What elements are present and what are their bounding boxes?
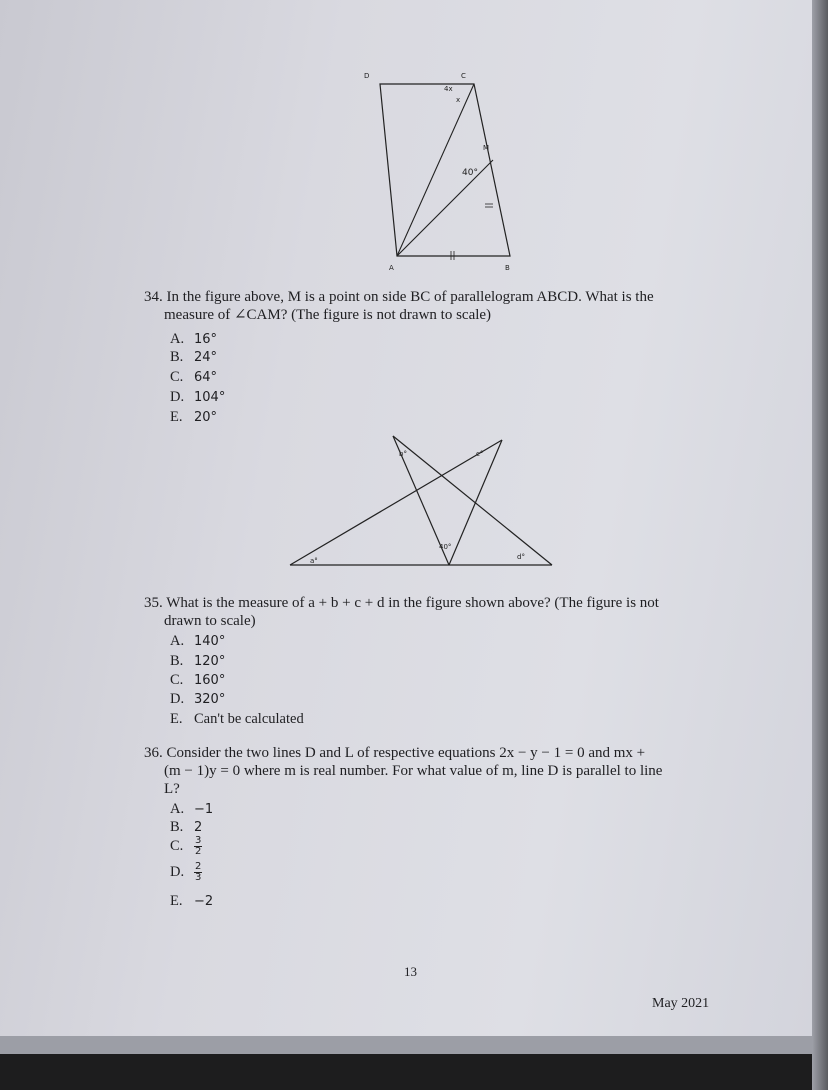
option-value: 24° [194, 350, 218, 365]
option-letter: D. [170, 863, 185, 880]
option-value: 120° [194, 654, 226, 669]
question-34-number: 34. [144, 289, 163, 305]
q34-option-c[interactable] [170, 368, 217, 387]
fraction-denominator: 2 [195, 846, 202, 857]
angle-x-label: x [456, 96, 461, 104]
option-value: −1 [194, 802, 214, 817]
option-letter: D. [170, 389, 185, 405]
question-36-line1: Consider the two lines D and L of respective equations 2x − y − 1 = 0 and mx + [166, 745, 646, 761]
option-value: −2 [194, 894, 214, 909]
screen-edge [812, 0, 828, 1090]
q35-option-a[interactable] [170, 632, 225, 651]
option-letter: D. [170, 691, 185, 707]
fraction-numerator: 3 [195, 835, 202, 846]
question-36-number: 36. [144, 745, 163, 761]
q36-option-a[interactable] [170, 800, 213, 819]
q34-option-b[interactable] [170, 348, 217, 367]
question-34-line2: measure of ∠CAM? (The figure is not drawn to scale) [164, 307, 492, 323]
option-letter: B. [170, 819, 184, 835]
option-value: 320° [194, 692, 226, 707]
question-35-number: 35. [144, 595, 163, 611]
option-letter: E. [170, 711, 183, 727]
angle-40-label: 40° [462, 168, 478, 178]
q36-option-d[interactable] [170, 862, 202, 883]
question-35-line1: What is the measure of a + b + c + d in the figure shown above? (The figure is not [166, 595, 659, 611]
question-35 [144, 594, 659, 612]
option-value: 2 [194, 820, 203, 835]
line-b-to-d [393, 436, 552, 565]
option-letter: B. [170, 653, 184, 669]
option-letter: A. [170, 331, 185, 347]
q35-option-c[interactable] [170, 671, 225, 690]
option-letter: A. [170, 633, 185, 649]
vertex-d: D [364, 72, 370, 80]
question-36-line3: L? [164, 781, 180, 797]
vertex-a: A [389, 264, 394, 272]
vertex-b: B [505, 264, 510, 272]
angle-d-label: d° [517, 553, 525, 561]
q35-option-d[interactable] [170, 690, 225, 709]
question-34 [144, 288, 654, 306]
option-letter: E. [170, 893, 183, 909]
option-value: 140° [194, 634, 226, 649]
angle-a-label: a° [310, 557, 318, 565]
fraction-three-halves [194, 836, 202, 857]
q35-option-e[interactable] [170, 710, 304, 728]
option-letter: B. [170, 349, 184, 365]
question-36 [144, 744, 645, 762]
angle-40-label: 40° [439, 543, 452, 551]
angle-4x-label: 4x [444, 85, 453, 93]
q34-option-e[interactable] [170, 408, 217, 427]
option-letter: C. [170, 837, 184, 854]
page-number: 13 [404, 964, 417, 979]
fraction-two-thirds [194, 862, 202, 883]
option-value: Can't be calculated [194, 711, 304, 727]
paper-edge [0, 1036, 828, 1054]
q36-option-c[interactable] [170, 836, 202, 857]
fraction-numerator: 2 [195, 861, 202, 872]
vertex-m: M [483, 144, 490, 152]
parallelogram-abcd [380, 84, 510, 256]
q34-option-d[interactable] [170, 388, 225, 407]
segment-am [397, 160, 493, 256]
option-letter: E. [170, 409, 183, 425]
option-value: 64° [194, 370, 218, 385]
option-value: 160° [194, 673, 226, 688]
question-34-line1: In the figure above, M is a point on side BC of parallelogram ABCD. What is the [166, 289, 654, 305]
option-value: 104° [194, 390, 226, 405]
fraction-denominator: 3 [195, 872, 202, 883]
angle-c-label: c° [476, 450, 484, 458]
footer-date: May 2021 [652, 996, 710, 1011]
option-letter: C. [170, 672, 184, 688]
q35-option-b[interactable] [170, 652, 225, 671]
q34-option-a[interactable] [170, 330, 217, 349]
line-c-to-apex [449, 440, 502, 565]
question-36-line2: (m − 1)y = 0 where m is real number. For what value of m, line D is parallel to line [164, 763, 663, 779]
option-value: 20° [194, 410, 218, 425]
parallelogram-figure [364, 62, 530, 277]
star-figure [290, 432, 555, 572]
option-letter: C. [170, 369, 184, 385]
option-value: 16° [194, 332, 218, 347]
vertex-c: C [461, 72, 466, 80]
q36-option-e[interactable] [170, 892, 213, 911]
angle-b-label: b° [399, 450, 407, 458]
line-a-to-c [290, 440, 502, 565]
option-letter: A. [170, 801, 185, 817]
question-35-line2: drawn to scale) [164, 613, 256, 629]
